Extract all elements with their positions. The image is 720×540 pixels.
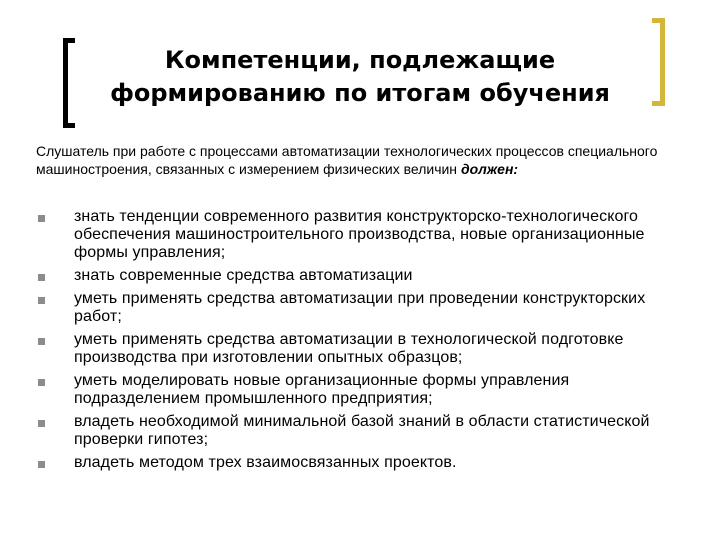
intro-text: Слушатель при работе с процессами автоматизации технологических процессов специального машиностроения, связанных с измерением физических величин bbox=[36, 143, 658, 177]
list-item bbox=[36, 331, 696, 367]
square-bullet-icon bbox=[38, 274, 45, 281]
list-item-text: уметь применять средства автоматизации в технологической подготовке производства при изготовлении опытных образцов; bbox=[74, 331, 624, 366]
slide-title-line-2: формированию по итогам обучения bbox=[110, 79, 610, 107]
list-item bbox=[36, 208, 696, 262]
list-item-text: владеть методом трех взаимосвязанных проектов. bbox=[74, 454, 457, 471]
square-bullet-icon bbox=[38, 297, 45, 304]
list-item bbox=[36, 372, 696, 408]
square-bullet-icon bbox=[38, 215, 45, 222]
slide-title bbox=[80, 44, 640, 110]
left-bracket-decoration bbox=[63, 38, 75, 128]
right-bracket-decoration bbox=[652, 18, 665, 106]
slide-title-line-1: Компетенции, подлежащие bbox=[164, 46, 556, 74]
square-bullet-icon bbox=[38, 338, 45, 345]
square-bullet-icon bbox=[38, 420, 45, 427]
square-bullet-icon bbox=[38, 461, 45, 468]
list-item-text: знать тенденции современного развития конструкторско-технологического обеспечения машиностроительного производства, новые организационные формы управления; bbox=[74, 208, 645, 261]
list-item bbox=[36, 290, 696, 326]
list-item-text: уметь моделировать новые организационные формы управления подразделением промышленного предприятия; bbox=[74, 372, 570, 407]
square-bullet-icon bbox=[38, 379, 45, 386]
list-item-text: уметь применять средства автоматизации при проведении конструкторских работ; bbox=[74, 290, 646, 325]
list-item bbox=[36, 413, 696, 449]
competency-list bbox=[36, 208, 696, 477]
list-item bbox=[36, 267, 696, 285]
list-item-text: владеть необходимой минимальной базой знаний в области статистической проверки гипотез; bbox=[74, 413, 650, 448]
intro-emphasis: должен: bbox=[460, 161, 519, 177]
intro-paragraph bbox=[36, 142, 676, 178]
list-item-text: знать современные средства автоматизации bbox=[74, 267, 413, 284]
list-item bbox=[36, 454, 696, 472]
